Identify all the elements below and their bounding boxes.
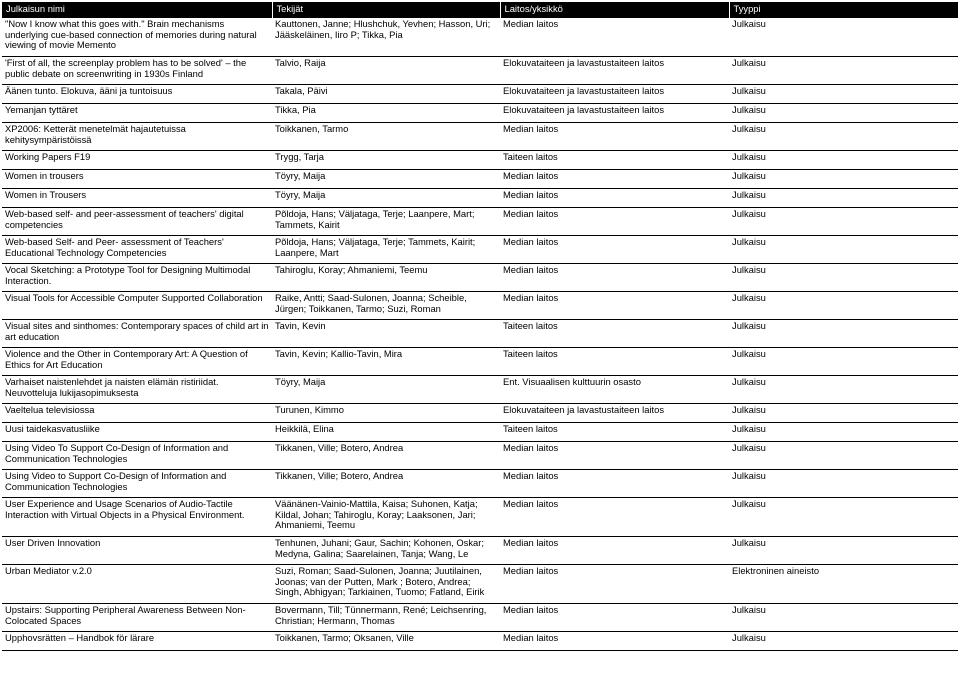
cell-title: Yemanjan tyttäret [2, 104, 272, 123]
header-unit: Laitos/yksikkö [500, 2, 729, 18]
cell-type: Julkaisu [729, 208, 958, 236]
cell-unit: Elokuvataiteen ja lavastustaiteen laitos [500, 104, 729, 123]
cell-authors: Turunen, Kimmo [272, 404, 500, 423]
cell-title: User Experience and Usage Scenarios of Audio-Tactile Interaction with Virtual Objects in a Physical Environment. [2, 498, 272, 537]
cell-unit: Taiteen laitos [500, 423, 729, 442]
cell-type: Julkaisu [729, 442, 958, 470]
cell-title: Women in Trousers [2, 189, 272, 208]
cell-type: Julkaisu [729, 604, 958, 632]
table-row [2, 632, 958, 651]
cell-unit: Median laitos [500, 604, 729, 632]
cell-unit: Median laitos [500, 565, 729, 604]
cell-title: Äänen tunto. Elokuva, ääni ja tuntoisuus [2, 85, 272, 104]
cell-type: Julkaisu [729, 264, 958, 292]
table-row [2, 170, 958, 189]
publication-list [2, 2, 958, 651]
table-row [2, 565, 958, 604]
cell-authors: Toikkanen, Tarmo [272, 123, 500, 151]
cell-unit: Ent. Visuaalisen kulttuurin osasto [500, 376, 729, 404]
cell-type: Julkaisu [729, 537, 958, 565]
publications-table [2, 2, 958, 651]
cell-title: 'First of all, the screenplay problem has to be solved' – the public debate on screenwriting in 1930s Finland [2, 57, 272, 85]
cell-unit: Median laitos [500, 208, 729, 236]
cell-title: Web-based self- and peer-assessment of teachers' digital competencies [2, 208, 272, 236]
cell-unit: Median laitos [500, 236, 729, 264]
cell-title: Vocal Sketching: a Prototype Tool for Designing Multimodal Interaction. [2, 264, 272, 292]
cell-authors: Trygg, Tarja [272, 151, 500, 170]
table-row [2, 604, 958, 632]
table-row [2, 208, 958, 236]
cell-unit: Taiteen laitos [500, 348, 729, 376]
cell-unit: Median laitos [500, 442, 729, 470]
cell-type: Julkaisu [729, 348, 958, 376]
table-row [2, 404, 958, 423]
table-row [2, 104, 958, 123]
cell-type: Julkaisu [729, 57, 958, 85]
cell-authors: Tenhunen, Juhani; Gaur, Sachin; Kohonen, Oskar; Medyna, Galina; Saarelainen, Tanja; Wang, Le [272, 537, 500, 565]
table-row [2, 264, 958, 292]
cell-unit: Taiteen laitos [500, 151, 729, 170]
cell-authors: Tavin, Kevin [272, 320, 500, 348]
cell-type: Julkaisu [729, 404, 958, 423]
cell-title: Using Video to Support Co-Design of Information and Communication Technologies [2, 470, 272, 498]
table-row [2, 236, 958, 264]
cell-type: Julkaisu [729, 632, 958, 651]
header-title: Julkaisun nimi [2, 2, 272, 18]
cell-unit: Elokuvataiteen ja lavastustaiteen laitos [500, 85, 729, 104]
table-row [2, 85, 958, 104]
cell-unit: Elokuvataiteen ja lavastustaiteen laitos [500, 404, 729, 423]
header-row [2, 2, 958, 18]
cell-unit: Median laitos [500, 470, 729, 498]
cell-title: Upphovsrätten – Handbok för lärare [2, 632, 272, 651]
cell-authors: Töyry, Maija [272, 170, 500, 189]
cell-title: Visual sites and sinthomes: Contemporary spaces of child art in art education [2, 320, 272, 348]
cell-unit: Median laitos [500, 632, 729, 651]
cell-unit: Median laitos [500, 170, 729, 189]
cell-authors: Töyry, Maija [272, 376, 500, 404]
cell-authors: Takala, Päivi [272, 85, 500, 104]
cell-title: Using Video To Support Co-Design of Information and Communication Technologies [2, 442, 272, 470]
cell-unit: Median laitos [500, 264, 729, 292]
table-row [2, 151, 958, 170]
cell-unit: Median laitos [500, 498, 729, 537]
cell-title: Violence and the Other in Contemporary Art: A Question of Ethics for Art Education [2, 348, 272, 376]
cell-unit: Elokuvataiteen ja lavastustaiteen laitos [500, 57, 729, 85]
table-row [2, 423, 958, 442]
cell-authors: Raike, Antti; Saad-Sulonen, Joanna; Scheible, Jürgen; Toikkanen, Tarmo; Suzi, Roman [272, 292, 500, 320]
cell-authors: Põldoja, Hans; Väljataga, Terje; Laanpere, Mart; Tammets, Kairit [272, 208, 500, 236]
cell-authors: Kauttonen, Janne; Hlushchuk, Yevhen; Hasson, Uri; Jääskeläinen, Iiro P; Tikka, Pia [272, 18, 500, 57]
cell-type: Julkaisu [729, 236, 958, 264]
table-row [2, 57, 958, 85]
table-body [2, 18, 958, 651]
cell-authors: Bovermann, Till; Tünnermann, René; Leichsenring, Christian; Hermann, Thomas [272, 604, 500, 632]
cell-title: Women in trousers [2, 170, 272, 189]
cell-type: Julkaisu [729, 292, 958, 320]
table-row [2, 498, 958, 537]
table-row [2, 123, 958, 151]
cell-type: Julkaisu [729, 376, 958, 404]
cell-type: Julkaisu [729, 123, 958, 151]
cell-title: Uusi taidekasvatusliike [2, 423, 272, 442]
cell-title: User Driven Innovation [2, 537, 272, 565]
cell-type: Julkaisu [729, 151, 958, 170]
cell-title: Upstairs: Supporting Peripheral Awareness Between Non-Colocated Spaces [2, 604, 272, 632]
table-row [2, 470, 958, 498]
cell-title: Vaeltelua televisiossa [2, 404, 272, 423]
cell-title: Web-based Self- and Peer- assessment of Teachers' Educational Technology Competencies [2, 236, 272, 264]
cell-type: Julkaisu [729, 189, 958, 208]
cell-type: Julkaisu [729, 18, 958, 57]
table-row [2, 292, 958, 320]
cell-authors: Tikkanen, Ville; Botero, Andrea [272, 470, 500, 498]
cell-unit: Median laitos [500, 189, 729, 208]
cell-authors: Suzi, Roman; Saad-Sulonen, Joanna; Juutilainen, Joonas; van der Putten, Mark ; Botero, Andrea; Singh, Abhigyan; Tarkiainen, Tuomo; Fatland, Eirik [272, 565, 500, 604]
table-row [2, 537, 958, 565]
cell-authors: Väänänen-Vainio-Mattila, Kaisa; Suhonen, Katja; Kildal, Johan; Tahiroglu, Koray; Laaksonen, Jari; Ahmaniemi, Teemu [272, 498, 500, 537]
cell-type: Julkaisu [729, 170, 958, 189]
cell-authors: Toikkanen, Tarmo; Oksanen, Ville [272, 632, 500, 651]
cell-type: Elektroninen aineisto [729, 565, 958, 604]
cell-title: "Now I know what this goes with." Brain mechanisms underlying cue-based connection of memories during natural viewing of movie Memento [2, 18, 272, 57]
cell-title: Visual Tools for Accessible Computer Supported Collaboration [2, 292, 272, 320]
cell-unit: Taiteen laitos [500, 320, 729, 348]
cell-title: Urban Mediator v.2.0 [2, 565, 272, 604]
cell-unit: Median laitos [500, 18, 729, 57]
cell-unit: Median laitos [500, 123, 729, 151]
cell-type: Julkaisu [729, 85, 958, 104]
header-type: Tyyppi [729, 2, 958, 18]
cell-unit: Median laitos [500, 292, 729, 320]
cell-type: Julkaisu [729, 498, 958, 537]
cell-authors: Tahiroglu, Koray; Ahmaniemi, Teemu [272, 264, 500, 292]
cell-title: Working Papers F19 [2, 151, 272, 170]
header-authors: Tekijät [272, 2, 500, 18]
cell-authors: Tavin, Kevin; Kallio-Tavin, Mira [272, 348, 500, 376]
cell-type: Julkaisu [729, 320, 958, 348]
cell-type: Julkaisu [729, 423, 958, 442]
table-row [2, 348, 958, 376]
table-row [2, 442, 958, 470]
table-row [2, 189, 958, 208]
table-row [2, 320, 958, 348]
table-row [2, 18, 958, 57]
cell-unit: Median laitos [500, 537, 729, 565]
cell-authors: Heikkilä, Elina [272, 423, 500, 442]
table-header [2, 2, 958, 18]
cell-authors: Põldoja, Hans; Väljataga, Terje; Tammets, Kairit; Laanpere, Mart [272, 236, 500, 264]
cell-authors: Tikkanen, Ville; Botero, Andrea [272, 442, 500, 470]
cell-title: XP2006: Ketterät menetelmät hajautetuissa kehitysympäristöissä [2, 123, 272, 151]
cell-authors: Talvio, Raija [272, 57, 500, 85]
cell-authors: Tikka, Pia [272, 104, 500, 123]
table-row [2, 376, 958, 404]
cell-title: Varhaiset naistenlehdet ja naisten elämän ristiriidat. Neuvotteluja lukijasopimuksesta [2, 376, 272, 404]
cell-authors: Töyry, Maija [272, 189, 500, 208]
cell-type: Julkaisu [729, 104, 958, 123]
cell-type: Julkaisu [729, 470, 958, 498]
